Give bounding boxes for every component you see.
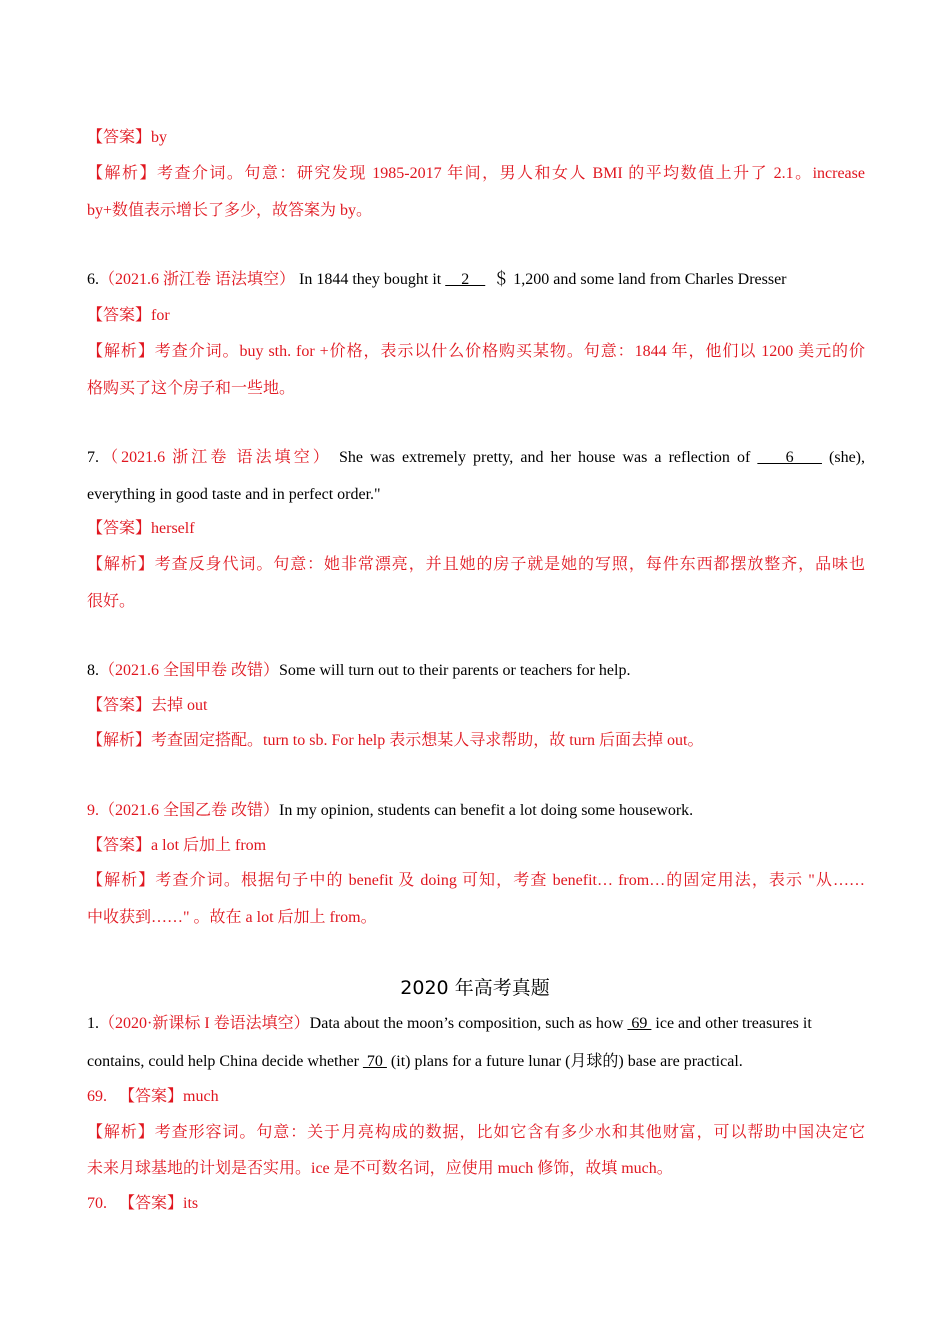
analysis-text: 考查反身代词。句意：她非常漂亮，并且她的房子就是她的写照，每件东西都摆放整齐，品味也 <box>154 556 865 573</box>
q6-question <box>87 270 865 290</box>
q7-analysis-line1 <box>87 555 865 575</box>
answer-label: 【答案】 <box>87 520 152 537</box>
question-text-after: ＄ 1,200 and some land from Charles Dresser <box>485 271 787 288</box>
analysis-text: 考查介词。根据句子中的 benefit 及 doing 可知，考查 benefit… from…的固定用法，表示 "从…… <box>155 872 865 889</box>
question-text: Data about the moon’s composition, such as how <box>309 1015 628 1032</box>
q8-analysis <box>87 731 865 751</box>
question-source: （2021.6 全国甲卷 改错） <box>99 662 280 679</box>
analysis-text: 考查介词。句意：研究发现 1985-2017 年间，男人和女人 BMI 的平均数值上升了 2.1。increase <box>156 165 865 182</box>
answer-label: 【答案】 <box>87 697 152 714</box>
question-text: Some will turn out to their parents or teachers for help. <box>279 662 631 679</box>
question-number: 7. <box>87 449 99 466</box>
a69-answer <box>87 1087 865 1107</box>
answer-label: 【答案】 <box>119 1088 184 1105</box>
question-number: 1. <box>87 1015 99 1032</box>
question-text: In my opinion, students can benefit a lot doing some housework. <box>279 802 694 819</box>
q6-answer <box>87 306 865 326</box>
q7-answer <box>87 519 865 539</box>
q9-analysis-line2: 中收获到……" 。故在 a lot 后加上 from。 <box>87 909 377 926</box>
answer-blank: 2 <box>445 271 486 288</box>
q2020-1-question-line2 <box>87 1052 865 1072</box>
q6-analysis-line1 <box>87 342 865 362</box>
q9-analysis-line1 <box>87 871 865 891</box>
analysis-label: 【解析】 <box>87 556 155 573</box>
answer-text: herself <box>151 520 195 537</box>
answer-text: by <box>151 129 168 146</box>
answer-number: 69. <box>87 1088 107 1105</box>
question-text-after: (she), <box>821 449 866 466</box>
q9-answer <box>87 836 865 856</box>
q8-question <box>87 661 865 681</box>
analysis-label: 【解析】 <box>87 732 152 749</box>
answer-label: 【答案】 <box>87 129 152 146</box>
answer-label: 【答案】 <box>87 307 152 324</box>
answer-blank: 6 <box>757 449 822 466</box>
question-text-mid: ice and other treasures it <box>651 1015 812 1032</box>
answer-blank-70: 70 <box>362 1053 387 1070</box>
analysis-label: 【解析】 <box>87 343 155 360</box>
q5-analysis-line2: by+数值表示增长了多少，故答案为 by。 <box>87 202 373 219</box>
question-source: （2021.6 浙江卷 语法填空） <box>99 449 332 466</box>
answer-text: for <box>151 307 170 324</box>
analysis-text: 考查介词。buy sth. for +价格，表示以什么价格购买某物。句意：1844 年，他们以 1200 美元的价 <box>154 343 865 360</box>
answer-text: a lot 后加上 from <box>151 837 267 854</box>
question-text-line2: contains, could help China decide whether <box>87 1053 363 1070</box>
question-number: 9. <box>87 802 99 819</box>
question-text: She was extremely pretty, and her house was a reflection of <box>331 449 758 466</box>
answer-text: much <box>183 1088 219 1105</box>
answer-text: 去掉 out <box>151 697 208 714</box>
question-text: In 1844 they bought it <box>295 271 446 288</box>
q5-answer <box>87 128 865 148</box>
q7-question-line2: everything in good taste and in perfect order." <box>87 486 381 503</box>
q7-analysis-line2: 很好。 <box>87 593 136 610</box>
q2020-1-question-line1 <box>87 1014 865 1034</box>
a69-analysis-line2: 未来月球基地的计划是否实用。ice 是不可数名词，应使用 much 修饰，故填 much。 <box>87 1160 673 1177</box>
a69-analysis-line1 <box>87 1123 865 1143</box>
answer-label: 【答案】 <box>87 837 152 854</box>
question-number: 8. <box>87 662 99 679</box>
question-source: （2021.6 全国乙卷 改错） <box>99 802 280 819</box>
answer-blank-69: 69 <box>627 1015 652 1032</box>
a70-answer <box>87 1194 865 1214</box>
q5-analysis-line1 <box>87 164 865 184</box>
question-text-line2-after: (it) plans for a future lunar (月球的) base are practical. <box>386 1053 743 1070</box>
section-heading-2020: 2020 年高考真题 <box>400 977 550 999</box>
question-source: （2021.6 浙江卷 语法填空） <box>99 271 296 288</box>
q9-question <box>87 801 865 821</box>
analysis-text: 考查形容词。句意：关于月亮构成的数据，比如它含有多少水和其他财富，可以帮助中国决定它 <box>154 1124 865 1141</box>
q8-answer <box>87 696 865 716</box>
answer-number: 70. <box>87 1195 107 1212</box>
question-number: 6. <box>87 271 99 288</box>
answer-label: 【答案】 <box>119 1195 184 1212</box>
analysis-label: 【解析】 <box>87 165 157 182</box>
analysis-label: 【解析】 <box>87 872 156 889</box>
analysis-label: 【解析】 <box>87 1124 155 1141</box>
question-source: （2020·新课标 I 卷语法填空） <box>99 1015 310 1032</box>
q7-question-line1 <box>87 448 865 468</box>
analysis-text: 考查固定搭配。turn to sb. For help 表示想某人寻求帮助，故 turn 后面去掉 out。 <box>151 732 704 749</box>
q6-analysis-line2: 格购买了这个房子和一些地。 <box>87 380 296 397</box>
answer-text: its <box>183 1195 199 1212</box>
